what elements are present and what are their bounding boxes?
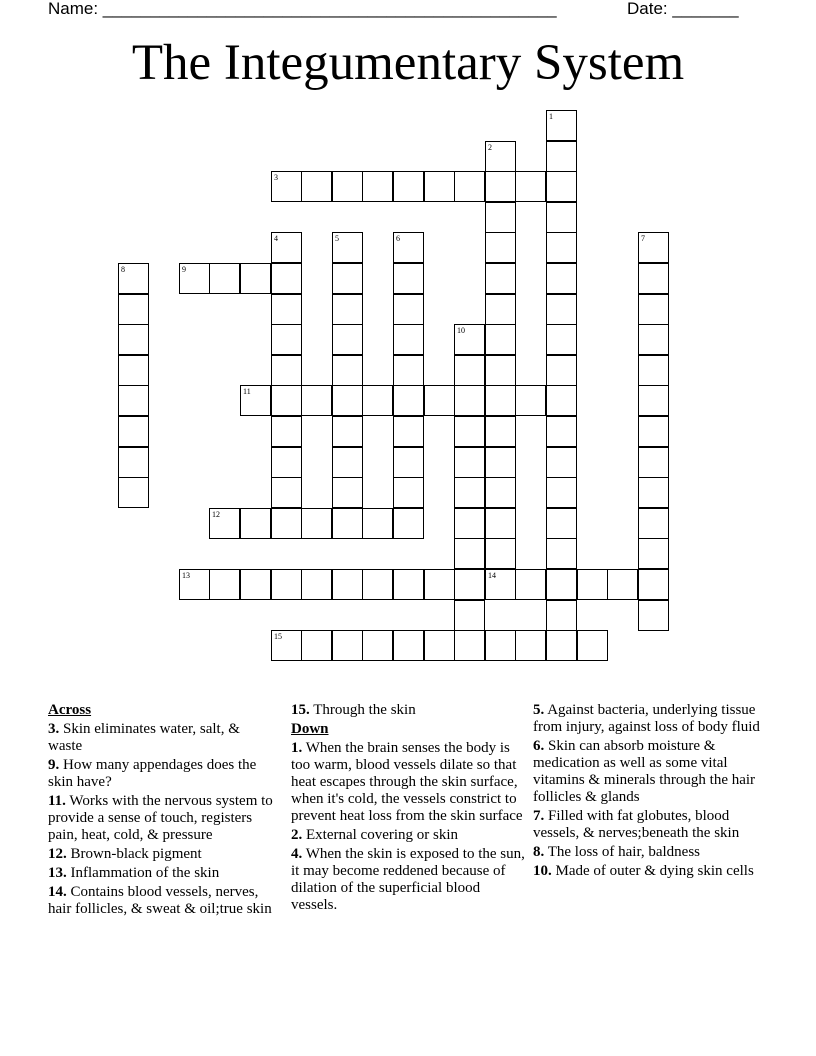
crossword-cell[interactable]	[485, 202, 516, 233]
crossword-cell[interactable]	[118, 355, 149, 386]
crossword-cell[interactable]	[577, 569, 608, 600]
crossword-cell[interactable]	[546, 294, 577, 325]
crossword-cell[interactable]	[301, 569, 332, 600]
crossword-cell[interactable]	[393, 232, 424, 263]
clue-down-5: 5. Against bacteria, underlying tissue from injury, against loss of body fluid	[533, 702, 760, 735]
crossword-cell[interactable]	[271, 508, 302, 539]
crossword-cell[interactable]	[271, 447, 302, 478]
crossword-cell[interactable]	[332, 355, 363, 386]
crossword-cell[interactable]	[362, 630, 393, 661]
crossword-cell[interactable]	[271, 171, 302, 202]
clue-across-14: 14. Contains blood vessels, nerves, hair follicles, & sweat & oil;true skin	[48, 884, 272, 917]
crossword-cell[interactable]	[332, 416, 363, 447]
crossword-cell[interactable]	[485, 477, 516, 508]
crossword-cell[interactable]	[485, 171, 516, 202]
crossword-cell[interactable]	[118, 324, 149, 355]
crossword-cell[interactable]	[607, 569, 638, 600]
crossword-cell[interactable]	[118, 477, 149, 508]
crossword-cell[interactable]	[454, 630, 485, 661]
cell-number: 13	[182, 571, 190, 580]
crossword-cell[interactable]	[271, 263, 302, 294]
cell-number: 11	[243, 387, 251, 396]
crossword-cell[interactable]	[454, 171, 485, 202]
crossword-cell[interactable]	[271, 294, 302, 325]
crossword-cell[interactable]	[546, 508, 577, 539]
clue-down-2: 2. External covering or skin	[291, 827, 459, 843]
crossword-cell[interactable]	[332, 263, 363, 294]
crossword-cell[interactable]	[546, 538, 577, 569]
down-heading: Down	[291, 721, 329, 737]
crossword-cell[interactable]	[546, 355, 577, 386]
crossword-cell[interactable]	[638, 355, 669, 386]
crossword-cell[interactable]	[454, 569, 485, 600]
crossword-cell[interactable]	[393, 477, 424, 508]
crossword-cell[interactable]	[485, 508, 516, 539]
crossword-cell[interactable]	[271, 385, 302, 416]
cell-number: 4	[274, 234, 278, 243]
crossword-cell[interactable]	[485, 141, 516, 172]
crossword-cell[interactable]	[271, 324, 302, 355]
crossword-cell[interactable]	[362, 171, 393, 202]
cell-number: 15	[274, 632, 282, 641]
crossword-cell[interactable]	[546, 447, 577, 478]
crossword-cell[interactable]	[393, 630, 424, 661]
crossword-cell[interactable]	[638, 416, 669, 447]
crossword-cell[interactable]	[240, 385, 271, 416]
crossword-cell[interactable]	[546, 232, 577, 263]
crossword-cell[interactable]	[515, 171, 546, 202]
clue-column-3	[533, 702, 769, 882]
clue-down-8: 8. The loss of hair, baldness	[533, 844, 701, 860]
clue-column-2	[291, 702, 527, 916]
crossword-cell[interactable]	[546, 569, 577, 600]
crossword-cell[interactable]	[332, 171, 363, 202]
clue-across-9: 9. How many appendages does the skin have?	[48, 757, 257, 790]
crossword-cell[interactable]	[546, 385, 577, 416]
crossword-cell[interactable]	[485, 447, 516, 478]
crossword-cell[interactable]	[118, 447, 149, 478]
crossword-cell[interactable]	[393, 385, 424, 416]
crossword-cell[interactable]	[454, 477, 485, 508]
crossword-cell[interactable]	[454, 416, 485, 447]
crossword-cell[interactable]	[515, 385, 546, 416]
cell-number: 12	[212, 510, 220, 519]
crossword-cell[interactable]	[271, 416, 302, 447]
date-field[interactable]: Date: _______	[627, 0, 739, 18]
crossword-cell[interactable]	[424, 630, 455, 661]
crossword-cell[interactable]	[546, 263, 577, 294]
crossword-cell[interactable]	[515, 630, 546, 661]
page-title: The Integumentary System	[131, 35, 685, 91]
crossword-cell[interactable]	[393, 263, 424, 294]
crossword-cell[interactable]	[332, 232, 363, 263]
clue-down-1: 1. When the brain senses the body is too warm, blood vessels dilate so that heat escapes through the skin surface, when it's cold, the vessels constrict to prevent heat loss from the skin surface	[291, 740, 523, 824]
crossword-cell[interactable]	[485, 538, 516, 569]
clue-across-15: 15. Through the skin	[291, 702, 416, 718]
crossword-cell[interactable]	[546, 141, 577, 172]
crossword-cell[interactable]	[118, 385, 149, 416]
crossword-cell[interactable]	[179, 569, 210, 600]
crossword-cell[interactable]	[454, 538, 485, 569]
crossword-cell[interactable]	[301, 508, 332, 539]
crossword-cell[interactable]	[485, 294, 516, 325]
across-heading: Across	[48, 702, 92, 718]
crossword-cell[interactable]	[332, 294, 363, 325]
crossword-cell[interactable]	[454, 324, 485, 355]
crossword-cell[interactable]	[271, 569, 302, 600]
clue-column-1	[48, 702, 273, 920]
crossword-cell[interactable]	[271, 630, 302, 661]
crossword-cell[interactable]	[393, 294, 424, 325]
crossword-cell[interactable]	[638, 600, 669, 631]
crossword-cell[interactable]	[546, 324, 577, 355]
crossword-cell[interactable]	[454, 508, 485, 539]
crossword-cell[interactable]	[271, 477, 302, 508]
crossword-cell[interactable]	[301, 630, 332, 661]
crossword-cell[interactable]	[638, 569, 669, 600]
crossword-cell[interactable]	[485, 263, 516, 294]
crossword-cell[interactable]	[332, 630, 363, 661]
cell-number: 3	[274, 173, 278, 182]
crossword-cell[interactable]	[332, 508, 363, 539]
crossword-cell[interactable]	[638, 324, 669, 355]
crossword-cell[interactable]	[638, 447, 669, 478]
clue-across-3: 3. Skin eliminates water, salt, & waste	[48, 721, 240, 754]
crossword-cell[interactable]	[118, 294, 149, 325]
crossword-cell[interactable]	[209, 508, 240, 539]
crossword-cell[interactable]	[332, 447, 363, 478]
crossword-cell[interactable]	[424, 569, 455, 600]
cell-number: 14	[488, 571, 496, 580]
clue-down-10: 10. Made of outer & dying skin cells	[533, 863, 754, 879]
cell-number: 5	[335, 234, 339, 243]
crossword-cell[interactable]	[546, 202, 577, 233]
crossword-cell[interactable]	[118, 416, 149, 447]
crossword-cell[interactable]	[485, 324, 516, 355]
cell-number: 8	[121, 265, 125, 274]
crossword-cell[interactable]	[485, 385, 516, 416]
crossword-cell[interactable]	[546, 416, 577, 447]
crossword-cell[interactable]	[546, 477, 577, 508]
crossword-cell[interactable]	[546, 600, 577, 631]
crossword-cell[interactable]	[362, 385, 393, 416]
crossword-cell[interactable]	[424, 171, 455, 202]
crossword-cell[interactable]	[301, 171, 332, 202]
crossword-cell[interactable]	[485, 630, 516, 661]
cell-number: 6	[396, 234, 400, 243]
crossword-cell[interactable]	[638, 232, 669, 263]
crossword-cell[interactable]	[332, 385, 363, 416]
crossword-cell[interactable]	[638, 294, 669, 325]
crossword-cell[interactable]	[362, 508, 393, 539]
cell-number: 9	[182, 265, 186, 274]
crossword-cell[interactable]	[209, 569, 240, 600]
cell-number: 10	[457, 326, 465, 335]
crossword-cell[interactable]	[515, 569, 546, 600]
crossword-cell[interactable]	[485, 569, 516, 600]
crossword-cell[interactable]	[209, 263, 240, 294]
crossword-cell[interactable]	[393, 447, 424, 478]
crossword-cell[interactable]	[118, 263, 149, 294]
crossword-cell[interactable]	[454, 385, 485, 416]
crossword-cell[interactable]	[485, 416, 516, 447]
crossword-cell[interactable]	[485, 232, 516, 263]
crossword-cell[interactable]	[240, 569, 271, 600]
crossword-cell[interactable]	[546, 110, 577, 141]
crossword-cell[interactable]	[393, 324, 424, 355]
clue-down-4: 4. When the skin is exposed to the sun, it may become reddened because of dilation of the superficial blood vessels.	[291, 846, 525, 913]
crossword-cell[interactable]	[485, 355, 516, 386]
cell-number: 7	[641, 234, 645, 243]
crossword-cell[interactable]	[271, 232, 302, 263]
crossword-cell[interactable]	[424, 385, 455, 416]
cell-number: 1	[549, 112, 553, 121]
crossword-cell[interactable]	[393, 171, 424, 202]
crossword-cell[interactable]	[638, 263, 669, 294]
crossword-cell[interactable]	[362, 569, 393, 600]
crossword-cell[interactable]	[332, 569, 363, 600]
crossword-cell[interactable]	[240, 508, 271, 539]
crossword-cell[interactable]	[332, 324, 363, 355]
crossword-cell[interactable]	[393, 569, 424, 600]
clue-across-12: 12. Brown-black pigment	[48, 846, 202, 862]
name-field[interactable]: Name: ________________________________________________	[48, 0, 557, 18]
crossword-cell[interactable]	[393, 416, 424, 447]
crossword-cell[interactable]	[179, 263, 210, 294]
crossword-cell[interactable]	[393, 508, 424, 539]
clue-across-11: 11. Works with the nervous system to provide a sense of touch, registers pain, heat, cold, & pressure	[48, 793, 273, 843]
cell-number: 2	[488, 143, 492, 152]
crossword-cell[interactable]	[546, 630, 577, 661]
crossword-cell[interactable]	[454, 355, 485, 386]
crossword-cell[interactable]	[638, 385, 669, 416]
clue-down-7: 7. Filled with fat globutes, blood vessels, & nerves;beneath the skin	[533, 808, 740, 841]
crossword-cell[interactable]	[271, 355, 302, 386]
clue-across-13: 13. Inflammation of the skin	[48, 865, 220, 881]
crossword-cell[interactable]	[454, 447, 485, 478]
crossword-cell[interactable]	[454, 600, 485, 631]
crossword-cell[interactable]	[332, 477, 363, 508]
crossword-cell[interactable]	[638, 477, 669, 508]
crossword-cell[interactable]	[301, 385, 332, 416]
clue-down-6: 6. Skin can absorb moisture & medication as well as some vital vitamins & minerals through the hair follicles & glands	[533, 738, 756, 805]
crossword-cell[interactable]	[546, 171, 577, 202]
crossword-cell[interactable]	[393, 355, 424, 386]
crossword-cell[interactable]	[638, 538, 669, 569]
crossword-cell[interactable]	[638, 508, 669, 539]
crossword-cell[interactable]	[240, 263, 271, 294]
crossword-cell[interactable]	[577, 630, 608, 661]
